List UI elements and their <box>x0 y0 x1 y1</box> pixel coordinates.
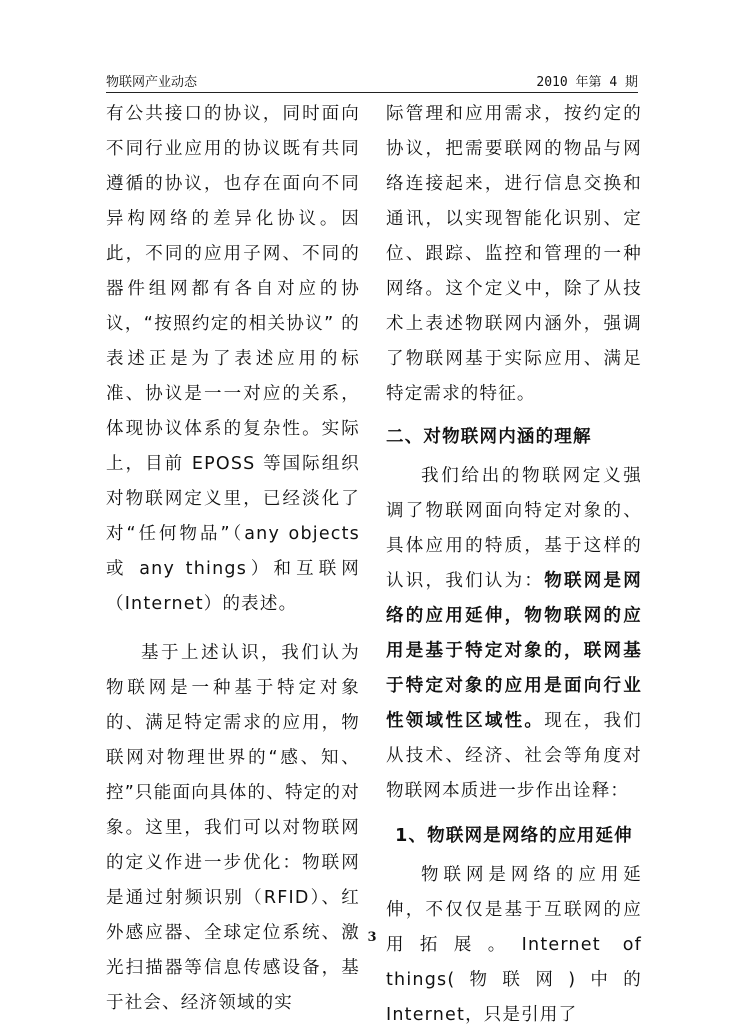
subsection-heading-1: 1、物联网是网络的应用延伸 <box>395 826 633 846</box>
left-paragraph-1: 有公共接口的协议，同时面向不同行业应用的协议既有共同遵循的协议，也存在面向不同异构网络的差异化协议。因此，不同的应用子网、不同的器件组网都有各自对应的协议，“按照约定的相关协议” 的表述正是为了表述应用的标准、协议是一一对应的关系，体现协议体系的复杂性。实际上，目前 EPOSS 等国际组织对物联网定义里，已经淡化了对“任何物品”（any objects 或 any things）和互联网（Internet）的表述。 <box>106 104 360 614</box>
right-paragraph-2 <box>386 459 642 809</box>
definition-bold: 物联网是网络的应用延伸，物物联网的应用是基于特定对象的，联网基于特定对象的应用是面向行业性领域性区域性。 <box>386 571 642 731</box>
left-column <box>106 97 360 1021</box>
definition-intro: 我们给出的物联网定义强调了物联网面向特定对象的、具体应用的特质，基于这样的认识，我们认为： <box>386 466 642 591</box>
right-paragraph-3: 物联网是网络的应用延伸，不仅仅是基于互联网的应用拓展。Internet of things(物联网)中的 Internet，只是引用了 <box>386 865 642 1025</box>
issue-label: 2010 年第 4 期 <box>536 75 638 90</box>
page-header <box>106 64 638 93</box>
right-paragraph-1: 际管理和应用需求，按约定的协议，把需要联网的物品与网络连接起来，进行信息交换和通讯，以实现智能化识别、定位、跟踪、监控和管理的一种网络。这个定义中，除了从技术上表述物联网内涵外，强调了物联网基于实际应用、满足特定需求的特征。 <box>386 104 642 404</box>
definition-outro: 现在，我们从技术、经济、社会等角度对物联网本质进一步作出诠释： <box>386 711 642 801</box>
left-paragraph-2: 基于上述认识，我们认为物联网是一种基于特定对象的、满足特定需求的应用，物联网对物理世界的“感、知、控”只能面向具体的、特定的对象。这里，我们可以对物联网的定义作进一步优化：物联网是通过射频识别（RFID）、红外感应器、全球定位系统、激光扫描器等信息传感设备，基于社会、经济领域的实 <box>106 643 360 1013</box>
page-number: 3 <box>367 930 377 945</box>
journal-name: 物联网产业动态 <box>106 75 198 90</box>
right-column <box>386 97 642 1033</box>
section-heading-2: 二、对物联网内涵的理解 <box>386 427 592 447</box>
